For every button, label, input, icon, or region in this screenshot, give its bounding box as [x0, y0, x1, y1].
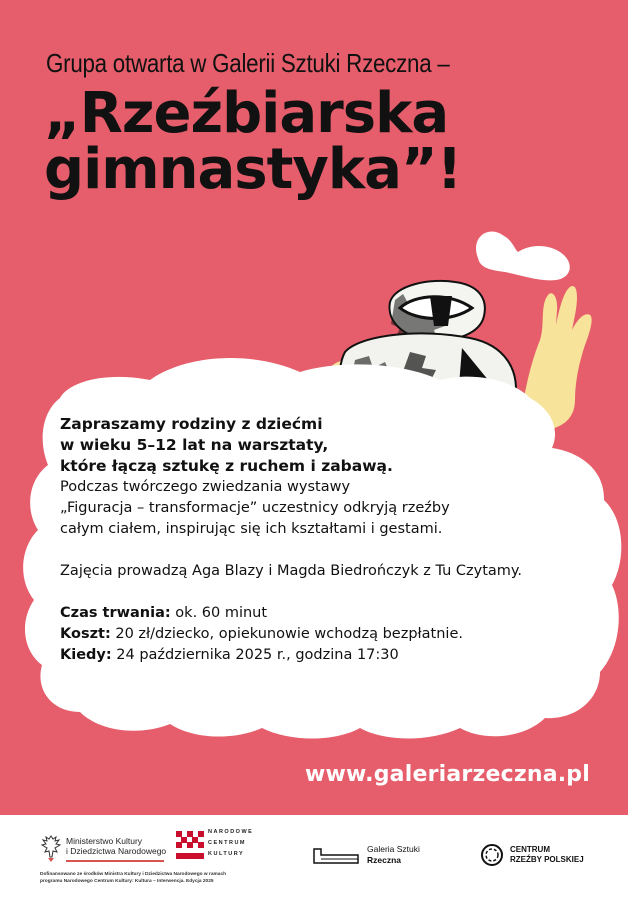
- detail-duration: Czas trwania: ok. 60 minut: [60, 605, 268, 621]
- funding-note: [40, 871, 280, 885]
- lead-line: w wieku 5–12 lat na warsztaty,: [60, 436, 329, 454]
- building-icon: [313, 845, 359, 865]
- title-line-1: „Rzeźbiarska: [44, 81, 449, 146]
- details-list: [60, 603, 570, 666]
- lead-line: które łączą sztukę z ruchem i zabawą.: [60, 457, 393, 475]
- hosts-paragraph: [60, 561, 570, 582]
- heart-cloud-shape: [476, 232, 570, 281]
- funding-line: Dofinansowano ze środków Ministra Kultury i Dziedzictwa Narodowego w ramach: [40, 872, 227, 877]
- nck-logo: [176, 827, 256, 867]
- website-link[interactable]: www.galeriarzeczna.pl: [305, 762, 590, 787]
- ministry-logo: [40, 833, 190, 863]
- description-line: całym ciałem, inspirując się ich kształtami i gestami.: [60, 521, 443, 537]
- ministry-line-2: i Dziedzictwa Narodowego: [66, 846, 167, 856]
- nck-pattern-icon: [176, 831, 204, 859]
- nck-line-2: CENTRUM: [208, 840, 246, 846]
- nck-line-1: NARODOWE: [208, 829, 254, 835]
- lead-line: Zapraszamy rodziny z dziećmi: [60, 415, 323, 433]
- subtitle: Grupa otwarta w Galerii Sztuki Rzeczna –: [46, 48, 450, 78]
- crp-line-1: CENTRUM: [510, 845, 550, 854]
- nck-line-3: KULTURY: [208, 851, 245, 857]
- description-line: Podczas twórczego zwiedzania wystawy: [60, 479, 351, 495]
- body-text: [60, 414, 570, 666]
- eagle-icon: [40, 833, 62, 863]
- ministry-line-1: Ministerstwo Kultury: [66, 836, 143, 846]
- page-title: [44, 81, 604, 202]
- funding-line: programu Narodowego Centrum Kultury: Kultura – Interwencja. Edycja 2025: [40, 879, 214, 884]
- footer: [0, 815, 628, 900]
- crp-line-2: RZEŹBY POLSKIEJ: [510, 855, 584, 864]
- lead-paragraph: [60, 414, 570, 477]
- gallery-line-2: Rzeczna: [367, 855, 402, 865]
- hosts-line: Zajęcia prowadzą Aga Blazy i Magda Biedrończyk z Tu Czytamy.: [60, 563, 523, 579]
- circle-icon: [480, 843, 504, 867]
- description-line: „Figuracja – transformacje” uczestnicy odkryją rzeźby: [60, 500, 450, 516]
- title-line-2: gimnastyka”!: [44, 137, 462, 202]
- crp-logo: [480, 843, 610, 867]
- gallery-logo: [313, 843, 433, 867]
- detail-cost: Koszt: 20 zł/dziecko, opiekunowie wchodzą bezpłatnie.: [60, 626, 463, 642]
- detail-when: Kiedy: 24 października 2025 r., godzina 17:30: [60, 647, 399, 663]
- description-paragraph: [60, 477, 570, 540]
- gallery-line-1: Galeria Sztuki: [367, 844, 420, 854]
